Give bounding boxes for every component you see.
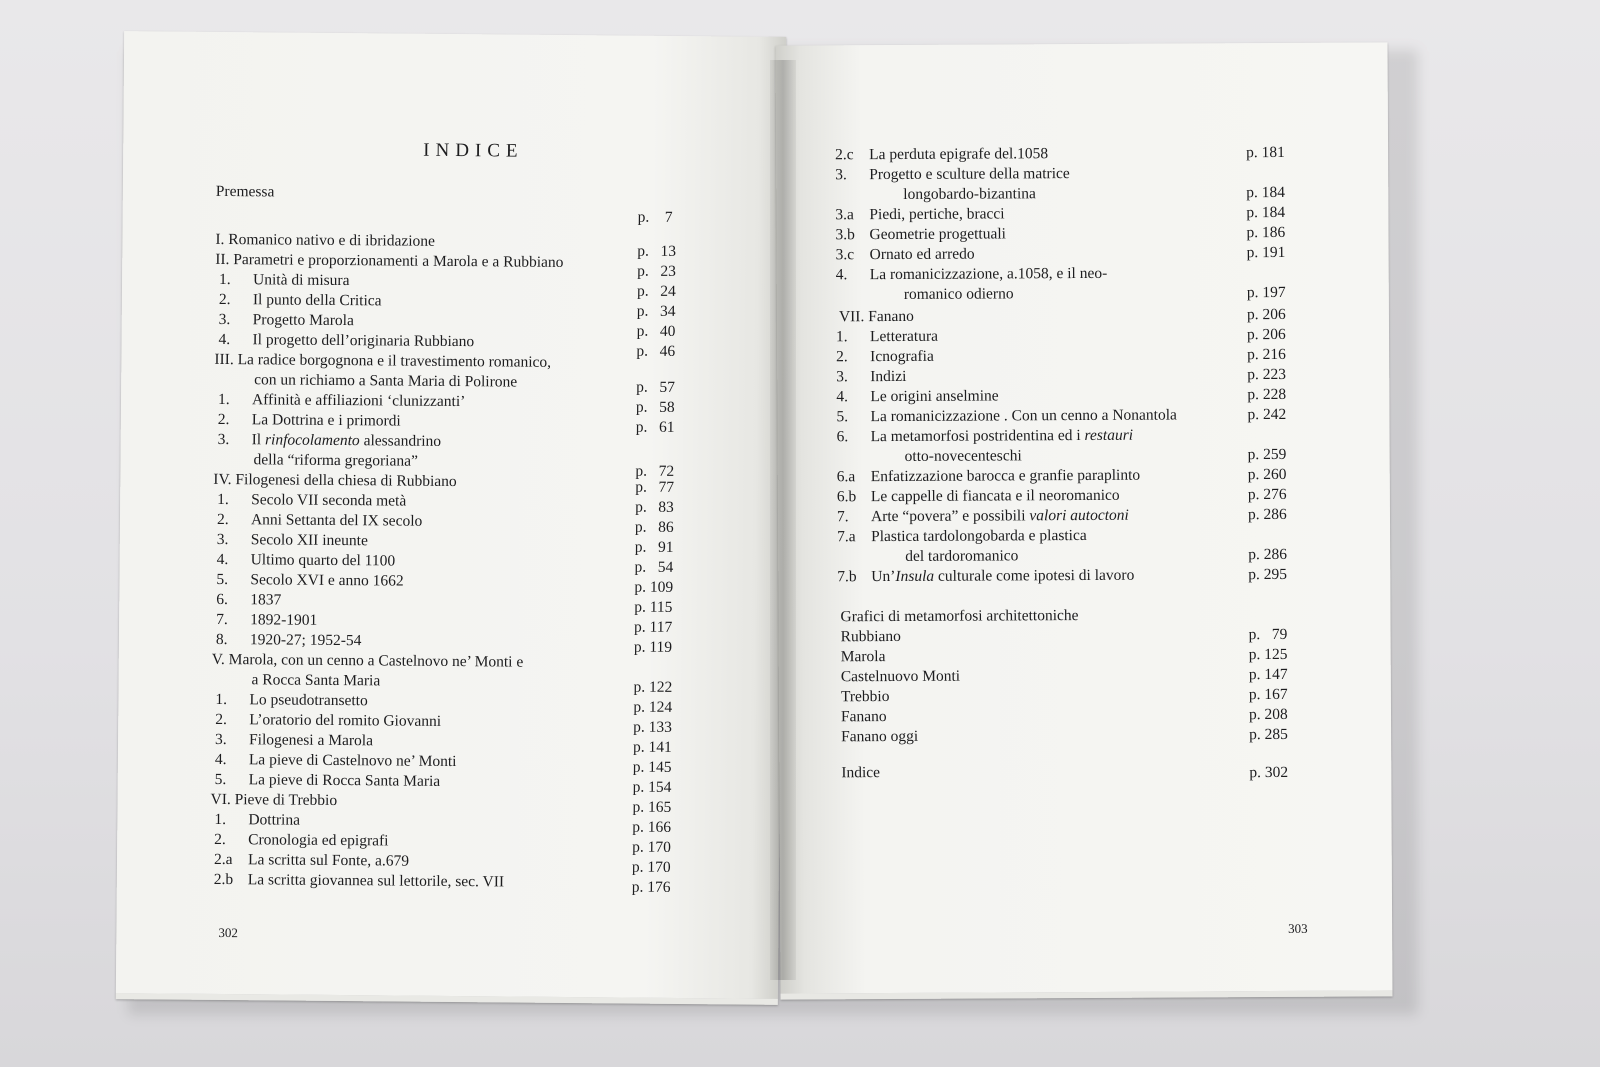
toc-entry-title: Le origini anselmine <box>870 387 999 406</box>
toc-entry-ornato-ed-arredo <box>836 245 975 266</box>
toc-entry-cronologia-ed-epigrafi <box>214 830 388 852</box>
toc-entry-number: 1. <box>214 810 227 829</box>
toc-entry-plastica-tardolongobarda-e-plastica <box>837 526 1087 547</box>
toc-entry-un-insula-culturale-come-ipotesi-di-lavo <box>837 566 1134 588</box>
toc-page-number: p. 13 <box>637 242 677 260</box>
toc-entry-title: La metamorfosi postridentina ed i restauri <box>870 426 1134 446</box>
toc-entry-piedi-pertiche-bracci <box>835 204 1004 225</box>
toc-entry-number: 5. <box>214 770 227 789</box>
toc-page-number: p. 184 <box>1246 203 1286 222</box>
toc-entry-trebbio <box>841 687 890 707</box>
toc-page-number: p. 115 <box>634 598 673 616</box>
toc-entry-ultimo-quarto-del-1100 <box>217 550 396 572</box>
toc-page-number: p. 23 <box>637 262 676 280</box>
toc-entry-title: Ultimo quarto del 1100 <box>250 551 396 570</box>
toc-entry-number: 2. <box>836 348 848 366</box>
toc-entry-title: La pieve di Castelnovo ne’ Monti <box>248 751 457 771</box>
toc-entry-title: L’oratorio del romito Giovanni <box>249 711 442 730</box>
toc-entry-fanano <box>841 707 887 727</box>
toc-entry-title: La pieve di Rocca Santa Maria <box>248 771 441 790</box>
toc-entry-number: 2. <box>218 290 231 309</box>
toc-page-number: p. 122 <box>633 678 673 696</box>
toc-entry-title: Il progetto dell’originaria Rubbiano <box>252 331 475 351</box>
toc-page-number: p. 259 <box>1247 445 1287 464</box>
toc-entry-la-pieve-di-castelnovo-ne-monti <box>215 750 457 772</box>
toc-entry-title: Fanano oggi <box>841 727 919 746</box>
toc-page-number: p. 184 <box>1246 183 1286 202</box>
toc-entry-number: 4. <box>835 266 848 284</box>
toc-page-number: p. 83 <box>635 498 674 516</box>
toc-entry-indice <box>841 763 880 783</box>
toc-entry-number: 3. <box>835 166 847 184</box>
toc-entry-secolo-xii-ineunte <box>217 530 368 551</box>
toc-page-number: p. 77 <box>635 478 675 496</box>
toc-page-number: p. 286 <box>1247 505 1287 524</box>
toc-entry-number: 2.b <box>213 870 234 889</box>
toc-page-number: p. 286 <box>1248 545 1287 564</box>
toc-page-number: p. 154 <box>632 778 672 796</box>
toc-entry-title: II. Parametri e proporzionamenti a Marola e a Rubbiano <box>215 250 564 271</box>
toc-entry-title: Plastica tardolongobarda e plastica <box>871 526 1087 546</box>
book-gutter <box>770 60 796 980</box>
toc-entry-number: 5. <box>836 408 849 426</box>
toc-entry-fanano-oggi <box>841 727 918 747</box>
toc-entry-title: romanico odierno <box>903 285 1014 303</box>
toc-entry-number: 1. <box>218 270 231 289</box>
toc-entry-dottrina <box>214 810 300 831</box>
toc-entry-longobardo-bizantina <box>903 184 1036 205</box>
toc-entry-number: 1. <box>215 690 228 709</box>
toc-page-number: p. 228 <box>1247 385 1287 404</box>
toc-entry-number: 7. <box>836 508 849 526</box>
toc-entry-title: otto-novecenteschi <box>904 447 1022 465</box>
toc-entry-la-scritta-giovannea-sul-lettorile-sec-v <box>214 870 504 893</box>
toc-entry-1892-1901 <box>216 610 317 631</box>
toc-entry-iv-filogenesi-della-chiesa-di-rubbiano <box>213 470 457 492</box>
toc-entry-number: 3. <box>214 730 227 749</box>
toc-entry-number: 2.a <box>213 850 233 869</box>
toc-entry-unita-di-misura <box>219 270 350 291</box>
toc-entry-number: 4. <box>218 330 231 349</box>
toc-entry-l-oratorio-del-romito-giovanni <box>215 710 441 732</box>
toc-entry-marola <box>841 647 886 667</box>
page-number-left: 302 <box>218 924 238 941</box>
toc-entry-vi-pieve-di-trebbio <box>210 790 337 811</box>
toc-page-number: p. 40 <box>636 322 676 340</box>
toc-entry-letteratura <box>836 327 938 348</box>
toc-entry-title: Unità di misura <box>252 271 350 290</box>
toc-page-number: p. 125 <box>1248 645 1288 664</box>
toc-entry-number: 3.c <box>835 246 855 264</box>
toc-entry-la-romanicizzazione-con-un-cenno-a-nonan <box>836 406 1177 428</box>
toc-page-number: p. 79 <box>1248 625 1288 644</box>
toc-entry-title: Indizi <box>870 367 907 386</box>
toc-entry-title: Secolo XII ineunte <box>250 531 368 550</box>
toc-entry-number: 4. <box>836 388 849 406</box>
toc-entry-la-perduta-epigrafe-del-1058 <box>835 144 1048 165</box>
toc-page-number: p. 223 <box>1247 365 1287 384</box>
toc-page-number: p. 206 <box>1246 305 1286 324</box>
toc-entry-number: 8. <box>215 630 228 649</box>
toc-page-number: p. 165 <box>632 798 672 816</box>
toc-entry-title: 1892-1901 <box>250 611 318 629</box>
toc-page-number: p. 124 <box>633 698 673 716</box>
toc-page-number: p. 54 <box>634 558 674 576</box>
toc-entry-la-pieve-di-rocca-santa-maria <box>215 770 441 792</box>
toc-page-number: p. 61 <box>635 418 675 436</box>
toc-entry-secolo-vii-seconda-meta <box>217 490 406 512</box>
toc-page-number: p. 86 <box>634 518 674 536</box>
toc-entry-title: Grafici di metamorfosi architettoniche <box>840 607 1079 626</box>
toc-entry-il-progetto-dell-originaria-rubbiano <box>218 330 474 352</box>
toc-page-number: p. 91 <box>634 538 674 556</box>
toc-entry-title: Arte “povera” e possibili valori autoctoni <box>870 506 1129 526</box>
toc-entry-title: del tardoromanico <box>905 547 1019 565</box>
toc-entry-vii-fanano <box>839 307 914 327</box>
toc-entry-filogenesi-a-marola <box>215 730 373 751</box>
toc-entry-title: Il rinfocolamento alessandrino <box>251 431 442 450</box>
page-number-right: 303 <box>1288 920 1308 936</box>
toc-entry-title: Secolo XVI e anno 1662 <box>250 571 404 590</box>
toc-page-number: p. 145 <box>632 758 672 776</box>
toc-entry-title: 1837 <box>250 591 282 609</box>
toc-page-number: p. 242 <box>1247 405 1287 424</box>
toc-entry-title: Progetto Marola <box>252 311 354 330</box>
toc-entry-i-romanico-nativo-e-di-ibridazione <box>215 230 435 252</box>
toc-entry-title: VII. Fanano <box>838 307 914 326</box>
toc-entry-title: La romanicizzazione . Con un cenno a Nonantola <box>870 406 1177 426</box>
toc-entry-title: Geometrie progettuali <box>869 225 1006 244</box>
toc-page-number: p. 117 <box>633 618 673 636</box>
toc-entry-number: 2. <box>215 710 227 729</box>
toc-entry-castelnuovo-monti <box>841 667 960 688</box>
toc-entry-title: 1920-27; 1952-54 <box>249 631 362 650</box>
right-page <box>776 42 1393 999</box>
toc-entry-number: 3. <box>218 310 231 329</box>
toc-entry-anni-settanta-del-ix-secolo <box>217 510 422 532</box>
toc-entry-number: 6. <box>836 428 849 446</box>
toc-entry-geometrie-progettuali <box>835 224 1006 245</box>
toc-entry-number: 2.c <box>835 146 854 164</box>
toc-entry-number: 3. <box>217 430 230 449</box>
toc-entry-title: Marola <box>840 648 886 666</box>
toc-entry-title: Castelnuovo Monti <box>840 667 961 686</box>
toc-entry-title: I. Romanico nativo e di ibridazione <box>215 230 436 250</box>
toc-entry-title: Le cappelle di fiancata e il neoromanico <box>870 486 1120 506</box>
toc-entry-rubbiano <box>841 627 901 647</box>
toc-entry-number: 7. <box>216 610 228 629</box>
toc-entry-number: 4. <box>216 550 229 569</box>
toc-entry-grafici-di-metamorfosi-architettoniche <box>840 606 1078 627</box>
toc-entry-title: con un richiamo a Santa Maria di Polirone <box>254 371 518 391</box>
toc-page-number: p. 186 <box>1246 223 1286 242</box>
toc-page-number: p. 208 <box>1248 705 1288 724</box>
toc-entry-number: 6.b <box>836 488 857 506</box>
toc-entry-title: Ornato ed arredo <box>869 245 975 264</box>
toc-page-number: p. 7 <box>637 208 673 226</box>
toc-entry-lo-pseudotransetto <box>215 690 368 711</box>
toc-entry-le-cappelle-di-fiancata-e-il-neoromanico <box>837 486 1120 507</box>
toc-entry-del-tardoromanico <box>905 546 1018 567</box>
toc-page-number: p. 302 <box>1249 763 1289 782</box>
toc-entry-la-metamorfosi-postridentina-ed-i-restau <box>837 426 1134 448</box>
toc-entry-title: Affinità e affiliazioni ‘clunizzanti’ <box>251 391 466 411</box>
toc-entry-della-riforma-gregoriana <box>253 450 418 471</box>
toc-entry-title: Trebbio <box>840 688 890 706</box>
toc-entry-title: Piedi, pertiche, bracci <box>869 205 1005 224</box>
toc-entry-number: 2. <box>214 830 226 849</box>
toc-entry-title: Fanano <box>840 708 887 726</box>
toc-entry-number: 4. <box>214 750 227 769</box>
toc-page-number: p. 24 <box>636 282 676 300</box>
toc-entry-number: 1. <box>835 328 848 346</box>
toc-page-number: p. 216 <box>1247 345 1286 364</box>
toc-page-number: p. 170 <box>632 838 671 856</box>
toc-entry-title: La scritta sul Fonte, a.679 <box>247 851 410 870</box>
toc-entry-number: 3.a <box>835 206 854 224</box>
toc-entry-la-dottrina-e-i-primordi <box>218 410 401 432</box>
toc-page-number: p. 295 <box>1248 565 1288 584</box>
toc-entry-number: 2. <box>217 410 230 429</box>
toc-entry-v-marola-con-un-cenno-a-castelnovo-ne-mo <box>212 650 524 673</box>
toc-page-number: p. 58 <box>635 398 675 416</box>
toc-entry-title: La romanicizzazione, a.1058, e il neo- <box>869 264 1108 284</box>
toc-page-number: p. 191 <box>1246 243 1286 262</box>
toc-entry-title: Icnografia <box>870 347 934 366</box>
toc-page-number: p. 147 <box>1248 665 1288 684</box>
toc-entry-con-un-richiamo-a-santa-maria-di-poliron <box>254 370 517 392</box>
toc-entry-title: III. La radice borgognona e il travestimento romanico, <box>214 350 552 371</box>
toc-page-number: p. 176 <box>631 878 671 896</box>
toc-entry-number: 6.a <box>836 468 856 486</box>
toc-entry-a-rocca-santa-maria <box>251 670 380 691</box>
toc-page-number: p. 34 <box>636 302 676 320</box>
toc-entry-title: La perduta epigrafe del.1058 <box>869 145 1049 164</box>
toc-title: INDICE <box>423 139 524 162</box>
toc-entry-title: a Rocca Santa Maria <box>251 671 381 690</box>
toc-entry-number: 2. <box>216 510 229 529</box>
toc-page-number: p. 119 <box>633 638 673 656</box>
toc-page-number: p. 181 <box>1246 143 1285 162</box>
toc-entry-title: V. Marola, con un cenno a Castelnovo ne’ Monti e <box>211 650 524 671</box>
toc-entry-number: 3. <box>836 368 848 386</box>
toc-entry-title: Premessa <box>215 182 275 201</box>
toc-entry-number: 3. <box>216 530 229 549</box>
toc-entry-1920-27-1952-54 <box>216 630 362 651</box>
toc-entry-title: longobardo-bizantina <box>903 185 1036 203</box>
toc-entry-title: IV. Filogenesi della chiesa di Rubbiano <box>213 470 457 491</box>
toc-entry-enfatizzazione-barocca-e-granfie-parapli <box>837 466 1140 488</box>
toc-entry-number: 1. <box>217 490 229 509</box>
toc-entry-premessa <box>216 182 275 203</box>
toc-page-number: p. 170 <box>631 858 671 876</box>
toc-entry-title: Dottrina <box>248 811 301 829</box>
toc-page-number: p. 206 <box>1246 325 1286 344</box>
toc-entry-title: VI. Pieve di Trebbio <box>210 790 338 810</box>
toc-entry-number: 5. <box>216 570 229 589</box>
toc-entry-title: Cronologia ed epigrafi <box>248 831 389 850</box>
toc-entry-title: della “riforma gregoriana” <box>253 451 418 470</box>
toc-entry-title: Un’Insula culturale come ipotesi di lavoro <box>871 566 1135 586</box>
toc-entry-1837 <box>216 590 281 611</box>
toc-entry-affinita-e-affiliazioni-clunizzanti <box>218 390 465 412</box>
toc-entry-title: Indice <box>841 764 881 782</box>
toc-page-number: p. 133 <box>633 718 673 736</box>
toc-entry-number: 3.b <box>835 226 855 244</box>
toc-page-number: p. 166 <box>632 818 672 836</box>
toc-page-number: p. 141 <box>632 738 672 756</box>
toc-page-number: p. 260 <box>1247 465 1287 484</box>
toc-entry-number: 6. <box>216 590 228 609</box>
toc-entry-icnografia <box>836 347 934 368</box>
toc-entry-number: 7.a <box>837 528 856 546</box>
toc-entry-title: Rubbiano <box>840 627 901 646</box>
toc-page-number: p. 276 <box>1247 485 1287 504</box>
toc-page-number: p. 197 <box>1246 283 1286 302</box>
toc-entry-title: Enfatizzazione barocca e granfie paraplinto <box>870 466 1141 486</box>
toc-entry-la-scritta-sul-fonte-a-679 <box>214 850 409 872</box>
toc-page-number: p. 109 <box>634 578 674 596</box>
toc-entry-title: Il punto della Critica <box>252 291 382 310</box>
toc-entry-progetto-e-sculture-della-matrice <box>835 164 1070 185</box>
toc-entry-number: 7.b <box>837 568 857 586</box>
toc-entry-title: La scritta giovannea sul lettorile, sec. VII <box>247 871 505 891</box>
toc-entry-indizi <box>836 367 906 387</box>
toc-entry-progetto-marola <box>219 310 354 331</box>
toc-entry-title: Lo pseudotransetto <box>249 691 368 710</box>
toc-entry-arte-povera-e-possibili-valori-autoctoni <box>837 506 1129 528</box>
toc-entry-otto-novecenteschi <box>905 446 1022 467</box>
toc-page-number: p. 285 <box>1249 725 1288 744</box>
toc-entry-la-romanicizzazione-a-1058-e-il-neo <box>836 264 1108 285</box>
toc-entry-romanico-odierno <box>904 284 1014 305</box>
toc-entry-number: 1. <box>217 390 230 409</box>
toc-entry-title: Filogenesi a Marola <box>248 731 374 750</box>
toc-page-number: p. 167 <box>1248 685 1288 704</box>
toc-entry-secolo-xvi-e-anno-1662 <box>216 570 403 592</box>
toc-entry-title: Secolo VII seconda metà <box>251 491 407 510</box>
toc-entry-title: Anni Settanta del IX secolo <box>250 511 423 530</box>
toc-entry-title: Letteratura <box>869 327 939 346</box>
toc-entry-il-punto-della-critica <box>219 290 382 311</box>
left-page <box>116 31 786 1005</box>
toc-page-number: p. 72 <box>635 462 675 480</box>
toc-entry-title: La Dottrina e i primordi <box>251 411 401 430</box>
toc-entry-il-rinfocolamento-alessandrino <box>218 430 442 452</box>
toc-entry-title: Progetto e sculture della matrice <box>869 165 1070 184</box>
toc-page-number: p. 46 <box>636 342 676 360</box>
toc-entry-le-origini-anselmine <box>836 386 998 407</box>
toc-page-number: p. 57 <box>636 378 675 396</box>
